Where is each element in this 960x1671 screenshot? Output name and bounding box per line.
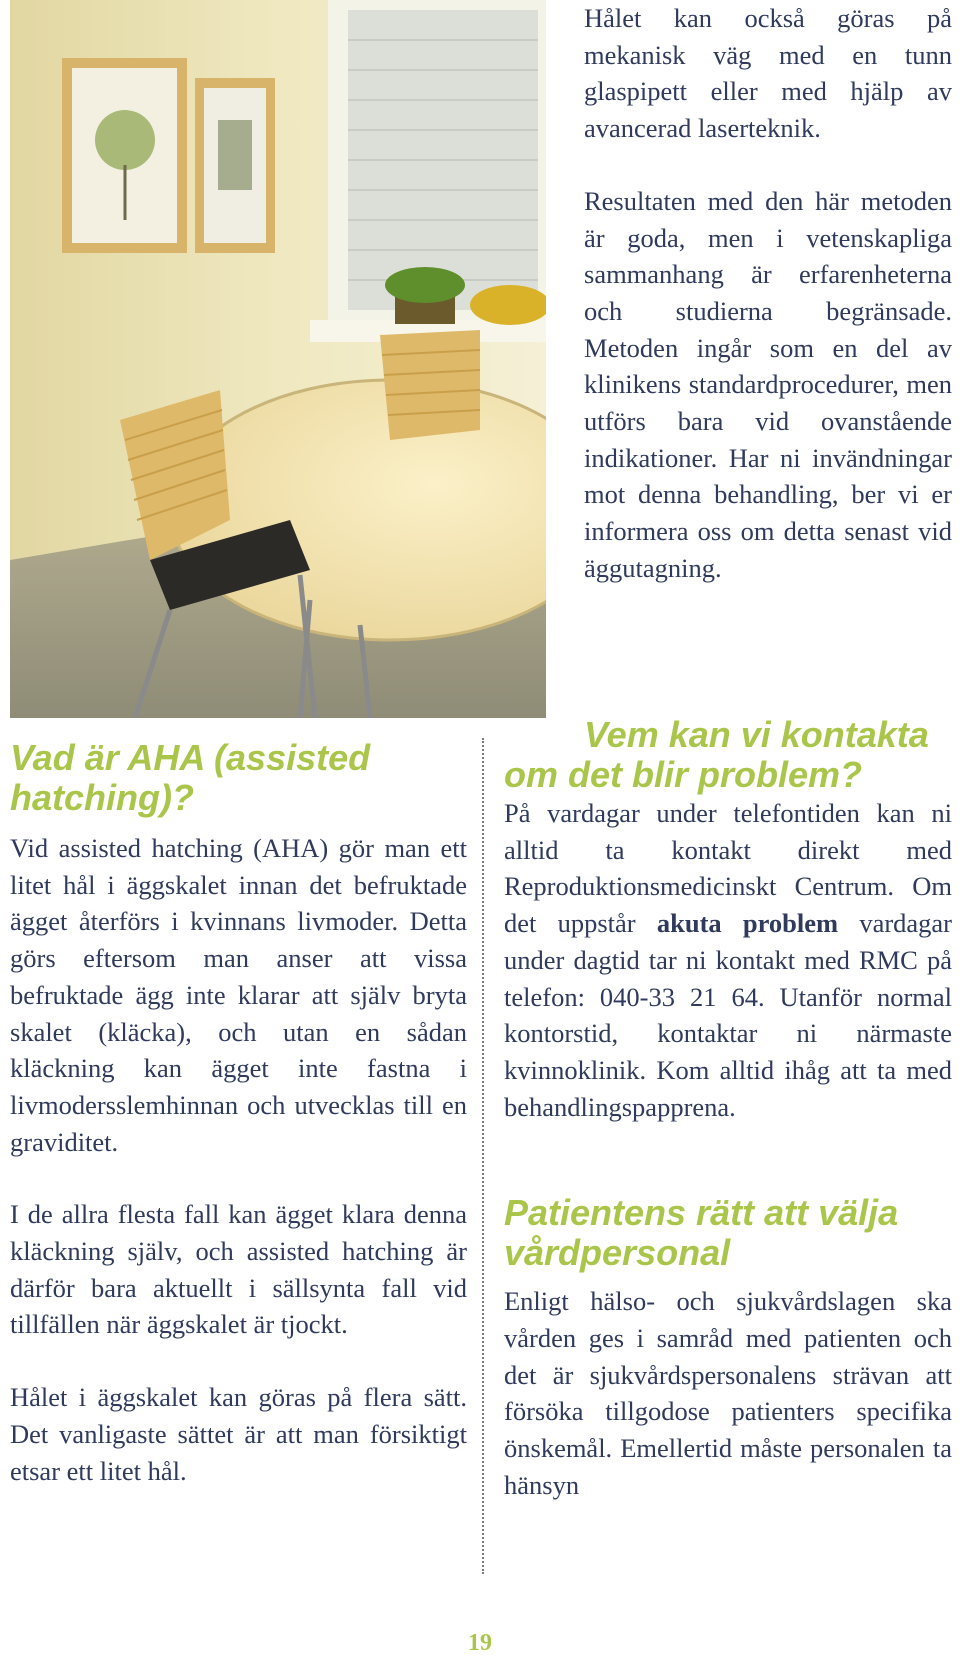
aha-paragraph-2: I de allra flesta fall kan ägget klara denna kläckning själv, och assisted hatching är därför bara aktuellt i sällsynta fall vid tillfällen när äggskalet är tjockt. (10, 1199, 467, 1340)
aha-paragraph-1: Vid assisted hatching (AHA) gör man ett litet hål i äggskalet innan det befruktade ägget återförs i kvinnans livmoder. Detta görs eftersom man anser att vissa befruktade ägg inte klarar att själv bryta skalet (kläcka), och utan en sådan kläckning kan ägget inte fastna i livmodersslemhinnan och utvecklas till en graviditet. (10, 833, 467, 1157)
left-column (10, 738, 467, 1489)
right-column (504, 715, 952, 1504)
waiting-room-illustration (10, 0, 546, 718)
column-divider (482, 738, 484, 1574)
contact-paragraph (504, 795, 952, 1125)
right-top-column (584, 0, 952, 587)
aha-paragraph-3: Hålet i äggskalet kan göras på flera sätt. Det vanligaste sättet är att man försiktigt etsar ett litet hål. (10, 1382, 467, 1486)
rights-heading: Patientens rätt att välja vårdpersonal (504, 1192, 899, 1274)
contact-heading: Vem kan vi kontakta om det blir problem? (504, 714, 929, 795)
results-paragraph: Resultaten med den här metoden är goda, men i vetenskapliga sammanhang är erfarenheterna och studierna begränsade. Metoden ingår som en del av klinikens standardprocedurer, men utförs bara vid ovanstående indikationer. Har ni invändningar mot denna behandling, ber vi er informera oss om detta senast vid äggutagning. (584, 185, 952, 583)
contact-text-start: På vardagar under telefontiden kan ni alltid ta kontakt direkt med Reproduktionsmedicinskt Centrum. Om det uppstår (504, 798, 952, 939)
laser-paragraph: Hålet kan också göras på mekanisk väg med en tunn glaspipett eller med hjälp av avancerad laserteknik. (584, 3, 952, 144)
contact-text-bold: akuta problem (656, 908, 839, 939)
contact-text-end: vardagar under dagtid tar ni kontakt med RMC på telefon: 040-33 21 64. Utanför normal kontorstid, kontaktar ni närmaste kvinnoklinik. Kom alltid ihåg att ta med behandlingspapprena. (504, 908, 953, 1122)
rights-paragraph: Enligt hälso- och sjukvårdslagen ska vården ges i samråd med patienten och det är sjukvårdspersonalens strävan att försöka tillgodose patienters specifika önskemål. Emellertid måste personalen ta hänsyn (504, 1286, 952, 1500)
aha-heading: Vad är AHA (assisted hatching)? (10, 737, 371, 818)
page-number: 19 (468, 1630, 492, 1656)
waiting-room-photo (10, 0, 546, 718)
